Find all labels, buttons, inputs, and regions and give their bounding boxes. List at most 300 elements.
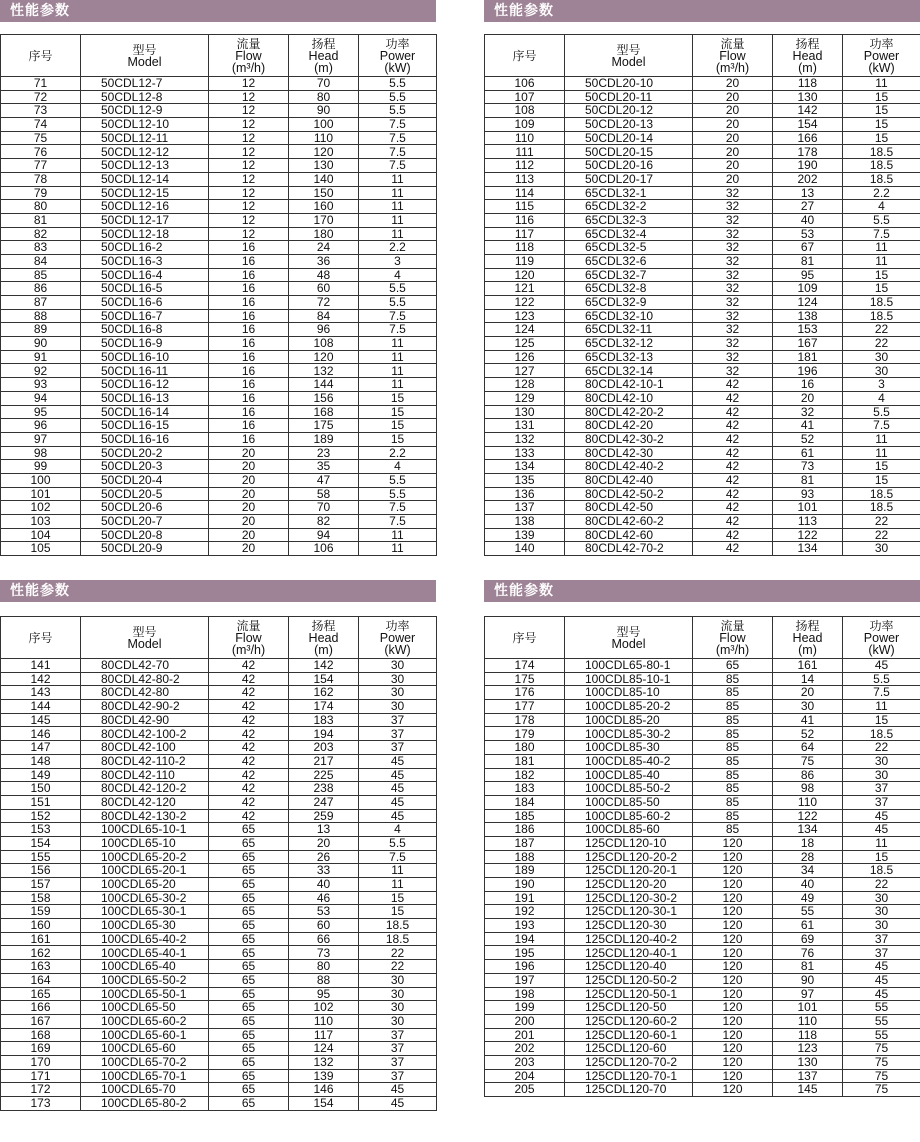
table-row: [1, 364, 437, 378]
row-number: 192: [485, 905, 565, 919]
row-number: 123: [485, 309, 565, 323]
power-value: 11: [359, 350, 437, 364]
row-number: 128: [485, 378, 565, 392]
flow-value: 20: [693, 77, 773, 91]
flow-value: 16: [209, 350, 289, 364]
head-value: 81: [773, 473, 843, 487]
head-value: 100: [289, 118, 359, 132]
flow-value: 65: [209, 1028, 289, 1042]
model-code: 50CDL16-14: [81, 405, 209, 419]
col-header-head-zh: 扬程: [795, 36, 820, 51]
flow-value: 65: [693, 659, 773, 673]
power-value: 22: [359, 946, 437, 960]
col-header-no: [1, 35, 81, 77]
table-row: [1, 768, 437, 782]
flow-value: 120: [693, 973, 773, 987]
flow-value: 120: [693, 1083, 773, 1097]
table-row: [1, 186, 437, 200]
table-row: [485, 419, 920, 433]
col-header-head-en: Head: [308, 630, 339, 645]
table-row: [485, 1042, 920, 1056]
head-value: 69: [773, 932, 843, 946]
head-value: 175: [289, 419, 359, 433]
flow-value: 16: [209, 405, 289, 419]
col-header-head-en: Head: [792, 630, 823, 645]
table-row: [485, 727, 920, 741]
flow-value: 65: [209, 836, 289, 850]
model-code: 50CDL12-10: [81, 118, 209, 132]
row-number: 133: [485, 446, 565, 460]
power-value: 11: [359, 364, 437, 378]
row-number: 86: [1, 282, 81, 296]
model-code: 100CDL65-40-1: [81, 946, 209, 960]
model-code: 50CDL16-4: [81, 268, 209, 282]
head-value: 134: [773, 542, 843, 556]
row-number: 191: [485, 891, 565, 905]
power-value: 55: [843, 1001, 920, 1015]
table-row: [1, 460, 437, 474]
col-header-head-zh: 扬程: [311, 36, 336, 51]
power-value: 11: [843, 700, 920, 714]
power-value: 30: [843, 350, 920, 364]
power-value: 15: [843, 282, 920, 296]
power-value: 11: [359, 227, 437, 241]
row-number: 202: [485, 1042, 565, 1056]
head-value: 40: [289, 878, 359, 892]
power-value: 4: [843, 200, 920, 214]
power-value: 18.5: [843, 864, 920, 878]
model-code: 125CDL120-40-2: [565, 932, 693, 946]
head-value: 130: [773, 1055, 843, 1069]
power-value: 45: [359, 768, 437, 782]
flow-value: 32: [693, 200, 773, 214]
flow-value: 85: [693, 727, 773, 741]
model-code: 50CDL20-9: [81, 542, 209, 556]
row-number: 168: [1, 1028, 81, 1042]
flow-value: 65: [209, 878, 289, 892]
power-value: 5.5: [843, 672, 920, 686]
row-number: 119: [485, 254, 565, 268]
power-value: 37: [359, 1042, 437, 1056]
power-value: 18.5: [843, 309, 920, 323]
col-header-power-unit: (kW): [384, 60, 411, 75]
flow-value: 12: [209, 213, 289, 227]
head-value: 60: [289, 282, 359, 296]
model-code: 80CDL42-130-2: [81, 809, 209, 823]
model-code: 50CDL12-11: [81, 131, 209, 145]
head-value: 202: [773, 172, 843, 186]
table-row: [485, 795, 920, 809]
table-row: [485, 754, 920, 768]
row-number: 130: [485, 405, 565, 419]
row-number: 145: [1, 713, 81, 727]
col-header-power-zh: 功率: [869, 618, 894, 633]
model-code: 125CDL120-20-1: [565, 864, 693, 878]
model-code: 100CDL65-20-2: [81, 850, 209, 864]
col-header-model-en: Model: [611, 54, 646, 69]
spec-panel-bottom-right: [484, 580, 920, 1142]
row-number: 143: [1, 686, 81, 700]
table-row: [485, 713, 920, 727]
power-value: 18.5: [843, 296, 920, 310]
head-value: 97: [773, 987, 843, 1001]
flow-value: 16: [209, 378, 289, 392]
flow-value: 85: [693, 809, 773, 823]
flow-value: 20: [693, 159, 773, 173]
model-code: 125CDL120-50: [565, 1001, 693, 1015]
table-row: [1, 282, 437, 296]
model-code: 125CDL120-50-1: [565, 987, 693, 1001]
table-row: [485, 1028, 920, 1042]
model-code: 100CDL85-30: [565, 741, 693, 755]
power-value: 5.5: [359, 77, 437, 91]
row-number: 92: [1, 364, 81, 378]
head-value: 183: [289, 713, 359, 727]
head-value: 120: [289, 145, 359, 159]
table-row: [485, 213, 920, 227]
table-row: [485, 891, 920, 905]
spec-panel-top-left: [0, 0, 436, 560]
table-row: [1, 432, 437, 446]
power-value: 7.5: [359, 118, 437, 132]
head-value: 80: [289, 960, 359, 974]
head-value: 110: [289, 1014, 359, 1028]
model-code: 65CDL32-4: [565, 227, 693, 241]
flow-value: 85: [693, 741, 773, 755]
head-value: 13: [773, 186, 843, 200]
flow-value: 32: [693, 213, 773, 227]
row-number: 148: [1, 754, 81, 768]
table-row: [485, 768, 920, 782]
model-code: 65CDL32-7: [565, 268, 693, 282]
power-value: 30: [359, 1014, 437, 1028]
head-value: 101: [773, 1001, 843, 1015]
table-row: [1, 686, 437, 700]
model-code: 100CDL85-40: [565, 768, 693, 782]
flow-value: 65: [209, 905, 289, 919]
power-value: 37: [359, 1055, 437, 1069]
flow-value: 42: [693, 528, 773, 542]
head-value: 81: [773, 960, 843, 974]
power-value: 4: [359, 823, 437, 837]
power-value: 7.5: [359, 850, 437, 864]
power-value: 11: [843, 241, 920, 255]
flow-value: 120: [693, 836, 773, 850]
table-row: [1, 378, 437, 392]
model-code: 65CDL32-10: [565, 309, 693, 323]
row-number: 146: [1, 727, 81, 741]
row-number: 158: [1, 891, 81, 905]
flow-value: 42: [209, 809, 289, 823]
model-code: 80CDL42-60: [565, 528, 693, 542]
table-row: [485, 118, 920, 132]
head-value: 53: [289, 905, 359, 919]
col-header-no-label: 序号: [512, 630, 537, 645]
table-row: [1, 782, 437, 796]
flow-value: 16: [209, 419, 289, 433]
row-number: 93: [1, 378, 81, 392]
col-header-flow-unit: (m³/h): [715, 60, 750, 75]
model-code: 80CDL42-60-2: [565, 515, 693, 529]
head-value: 80: [289, 90, 359, 104]
table-row: [485, 960, 920, 974]
flow-value: 120: [693, 932, 773, 946]
model-code: 100CDL65-50-1: [81, 987, 209, 1001]
flow-value: 16: [209, 309, 289, 323]
head-value: 150: [289, 186, 359, 200]
model-code: 80CDL42-80-2: [81, 672, 209, 686]
col-header-head-zh: 扬程: [311, 618, 336, 633]
table-row: [1, 1001, 437, 1015]
table-row: [485, 686, 920, 700]
col-header-power-unit: (kW): [868, 642, 895, 657]
head-value: 58: [289, 487, 359, 501]
head-value: 168: [289, 405, 359, 419]
model-code: 80CDL42-30-2: [565, 432, 693, 446]
table-row: [485, 77, 920, 91]
power-value: 7.5: [359, 501, 437, 515]
row-number: 98: [1, 446, 81, 460]
row-number: 166: [1, 1001, 81, 1015]
model-code: 100CDL65-60: [81, 1042, 209, 1056]
model-code: 50CDL16-16: [81, 432, 209, 446]
model-code: 100CDL85-60-2: [565, 809, 693, 823]
table-row: [1, 104, 437, 118]
table-row: [485, 145, 920, 159]
power-value: 15: [843, 118, 920, 132]
flow-value: 65: [209, 1083, 289, 1097]
model-code: 125CDL120-30-1: [565, 905, 693, 919]
panel-title: 性能参数: [484, 580, 920, 602]
model-code: 80CDL42-40: [565, 473, 693, 487]
row-number: 164: [1, 973, 81, 987]
model-code: 80CDL42-30: [565, 446, 693, 460]
table-row: [485, 254, 920, 268]
col-header-head: [773, 35, 843, 77]
table-row: [1, 515, 437, 529]
head-value: 67: [773, 241, 843, 255]
table-row: [1, 1014, 437, 1028]
flow-value: 85: [693, 795, 773, 809]
power-value: 4: [359, 268, 437, 282]
head-value: 174: [289, 700, 359, 714]
flow-value: 42: [209, 700, 289, 714]
flow-value: 12: [209, 104, 289, 118]
head-value: 109: [773, 282, 843, 296]
model-code: 50CDL12-16: [81, 200, 209, 214]
table-row: [485, 446, 920, 460]
table-row: [485, 432, 920, 446]
head-value: 154: [289, 1097, 359, 1111]
power-value: 22: [359, 960, 437, 974]
head-value: 110: [773, 1014, 843, 1028]
power-value: 5.5: [359, 296, 437, 310]
model-code: 50CDL16-12: [81, 378, 209, 392]
power-value: 2.2: [359, 241, 437, 255]
head-value: 146: [289, 1083, 359, 1097]
head-value: 189: [289, 432, 359, 446]
model-code: 100CDL85-60: [565, 823, 693, 837]
head-value: 108: [289, 337, 359, 351]
model-code: 50CDL20-17: [565, 172, 693, 186]
model-code: 65CDL32-9: [565, 296, 693, 310]
flow-value: 65: [209, 987, 289, 1001]
row-number: 179: [485, 727, 565, 741]
model-code: 50CDL12-18: [81, 227, 209, 241]
table-row: [1, 905, 437, 919]
power-value: 15: [843, 90, 920, 104]
model-code: 50CDL16-15: [81, 419, 209, 433]
row-number: 71: [1, 77, 81, 91]
flow-value: 16: [209, 364, 289, 378]
flow-value: 120: [693, 850, 773, 864]
power-value: 5.5: [359, 104, 437, 118]
power-value: 30: [359, 987, 437, 1001]
model-code: 125CDL120-60-2: [565, 1014, 693, 1028]
power-value: 37: [359, 1028, 437, 1042]
power-value: 7.5: [843, 227, 920, 241]
row-number: 113: [485, 172, 565, 186]
row-number: 171: [1, 1069, 81, 1083]
row-number: 121: [485, 282, 565, 296]
head-value: 61: [773, 446, 843, 460]
power-value: 22: [843, 741, 920, 755]
power-value: 11: [359, 200, 437, 214]
table-row: [485, 542, 920, 556]
row-number: 99: [1, 460, 81, 474]
flow-value: 32: [693, 350, 773, 364]
head-value: 117: [289, 1028, 359, 1042]
col-header-model: [565, 617, 693, 659]
table-row: [1, 973, 437, 987]
power-value: 37: [359, 1069, 437, 1083]
power-value: 2.2: [843, 186, 920, 200]
flow-value: 16: [209, 323, 289, 337]
table-row: [485, 200, 920, 214]
power-value: 45: [359, 1083, 437, 1097]
head-value: 122: [773, 528, 843, 542]
flow-value: 32: [693, 268, 773, 282]
row-number: 94: [1, 391, 81, 405]
head-value: 20: [773, 686, 843, 700]
flow-value: 65: [209, 850, 289, 864]
power-value: 30: [359, 700, 437, 714]
row-number: 186: [485, 823, 565, 837]
power-value: 7.5: [359, 323, 437, 337]
flow-value: 12: [209, 77, 289, 91]
model-code: 80CDL42-110-2: [81, 754, 209, 768]
power-value: 11: [359, 213, 437, 227]
row-number: 172: [1, 1083, 81, 1097]
col-header-power-unit: (kW): [868, 60, 895, 75]
table-row: [1, 1097, 437, 1111]
table-row: [485, 946, 920, 960]
row-number: 112: [485, 159, 565, 173]
flow-value: 85: [693, 700, 773, 714]
head-value: 170: [289, 213, 359, 227]
power-value: 45: [359, 795, 437, 809]
model-code: 65CDL32-3: [565, 213, 693, 227]
model-code: 50CDL12-7: [81, 77, 209, 91]
row-number: 189: [485, 864, 565, 878]
head-value: 259: [289, 809, 359, 823]
head-value: 118: [773, 77, 843, 91]
head-value: 75: [773, 754, 843, 768]
model-code: 50CDL20-2: [81, 446, 209, 460]
row-number: 156: [1, 864, 81, 878]
flow-value: 12: [209, 186, 289, 200]
flow-value: 20: [693, 131, 773, 145]
head-value: 70: [289, 501, 359, 515]
model-code: 50CDL16-9: [81, 337, 209, 351]
head-value: 48: [289, 268, 359, 282]
power-value: 7.5: [359, 131, 437, 145]
head-value: 122: [773, 809, 843, 823]
table-row: [1, 1055, 437, 1069]
power-value: 15: [843, 131, 920, 145]
model-code: 100CDL85-10: [565, 686, 693, 700]
head-value: 130: [289, 159, 359, 173]
spec-table: [484, 616, 920, 1097]
flow-value: 16: [209, 282, 289, 296]
col-header-flow-en: Flow: [235, 48, 262, 63]
model-code: 80CDL42-20: [565, 419, 693, 433]
row-number: 131: [485, 419, 565, 433]
table-row: [1, 309, 437, 323]
power-value: 75: [843, 1083, 920, 1097]
flow-value: 120: [693, 1042, 773, 1056]
row-number: 193: [485, 919, 565, 933]
table-row: [1, 131, 437, 145]
row-number: 197: [485, 973, 565, 987]
model-code: 65CDL32-2: [565, 200, 693, 214]
head-value: 124: [773, 296, 843, 310]
table-row: [485, 460, 920, 474]
power-value: 11: [843, 254, 920, 268]
col-header-no-label: 序号: [28, 630, 53, 645]
row-number: 107: [485, 90, 565, 104]
row-number: 138: [485, 515, 565, 529]
row-number: 200: [485, 1014, 565, 1028]
row-number: 177: [485, 700, 565, 714]
head-value: 52: [773, 432, 843, 446]
table-row: [1, 542, 437, 556]
flow-value: 120: [693, 878, 773, 892]
power-value: 15: [843, 268, 920, 282]
table-row: [485, 932, 920, 946]
flow-value: 120: [693, 1055, 773, 1069]
flow-value: 32: [693, 323, 773, 337]
col-header-power-en: Power: [863, 48, 900, 63]
flow-value: 120: [693, 946, 773, 960]
row-number: 106: [485, 77, 565, 91]
flow-value: 32: [693, 227, 773, 241]
flow-value: 42: [209, 727, 289, 741]
power-value: 75: [843, 1069, 920, 1083]
flow-value: 42: [693, 378, 773, 392]
head-value: 238: [289, 782, 359, 796]
power-value: 11: [843, 432, 920, 446]
table-row: [485, 782, 920, 796]
col-header-model: [565, 35, 693, 77]
head-value: 86: [773, 768, 843, 782]
row-number: 187: [485, 836, 565, 850]
col-header-head: [289, 35, 359, 77]
model-code: 50CDL20-14: [565, 131, 693, 145]
table-row: [485, 337, 920, 351]
head-value: 23: [289, 446, 359, 460]
row-number: 174: [485, 659, 565, 673]
